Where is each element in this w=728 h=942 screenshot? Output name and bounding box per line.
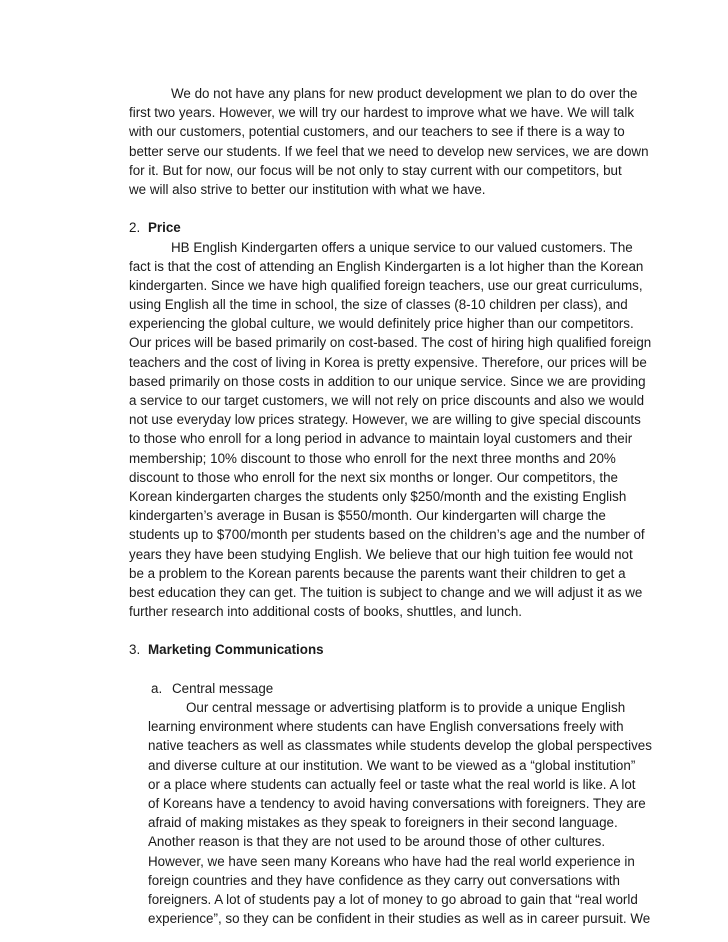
paragraph-line: Our central message or advertising platform is to provide a unique English <box>186 700 626 715</box>
paragraph-line: We do not have any plans for new product development we plan to do over the <box>171 86 638 101</box>
paragraph-line: better serve our students. If we feel that we need to develop new services, we are down <box>129 143 649 159</box>
paragraph-line: teachers and the cost of living in Korea is pretty expensive. Therefore, our prices will be <box>129 354 647 370</box>
section-heading-price <box>129 218 645 237</box>
subsection-heading-central-message <box>129 679 645 698</box>
paragraph-line: with our customers, potential customers, and our teachers to see if there is a way to <box>129 124 625 140</box>
paragraph-line: foreign countries and they have confidence as they carry out conversations with <box>148 872 620 888</box>
paragraph-line: Our prices will be based primarily on cost-based. The cost of hiring high qualified foreign <box>129 335 652 351</box>
paragraph-line: experiencing the global culture, we would definitely price higher than our competitors. <box>129 316 634 332</box>
spacer <box>129 199 645 218</box>
paragraph-line: based primarily on those costs in addition to our unique service. Since we are providing <box>129 373 646 389</box>
paragraph-line: foreigners. A lot of students pay a lot of money to go abroad to gain that “real world <box>148 891 638 907</box>
paragraph-line: fact is that the cost of attending an English Kindergarten is a lot higher than the Korean <box>129 258 644 274</box>
paragraph-line: experience”, so they can be confident in their studies as well as in career pursuit. We <box>148 911 651 927</box>
paragraph-line: However, we have seen many Koreans who have had the real world experience in <box>148 853 635 869</box>
paragraph-line: students up to $700/month per students based on the children’s age and the number of <box>129 527 645 543</box>
paragraph-line: Korean kindergarten charges the students only $250/month and the existing English <box>129 488 627 504</box>
paragraph-line: native teachers as well as classmates while students develop the global perspectives <box>148 738 652 754</box>
paragraph-line: or a place where students can actually feel or taste what the real world is like. A lot <box>148 776 636 792</box>
paragraph-line: not use everyday low prices strategy. However, we are willing to give special discounts <box>129 412 641 428</box>
document-page <box>129 84 652 928</box>
paragraph-line: of Koreans have a tendency to avoid having conversations with foreigners. They are <box>148 795 646 811</box>
subsection-title: Central message <box>172 680 274 696</box>
paragraph-line: be a problem to the Korean parents because the parents want their children to get a <box>129 565 626 581</box>
paragraph-line: kindergarten. Since we have high qualified foreign teachers, use our great curriculums, <box>129 277 643 293</box>
paragraph-line: a service to our target customers, we will not rely on price discounts and also we would <box>129 393 645 408</box>
paragraph-line: HB English Kindergarten offers a unique service to our valued customers. The <box>171 239 633 255</box>
paragraph-line: years they have been studying English. We believe that our high tuition fee would not <box>129 546 633 562</box>
subsection-number: a. <box>151 680 163 696</box>
paragraph-line: learning environment where students can have English conversations freely with <box>148 719 624 735</box>
spacer <box>129 621 645 640</box>
paragraph-line: Another reason is that they are not used to be around those of other cultures. <box>148 834 606 850</box>
paragraph-line: using English all the time in school, the size of classes (8-10 children per class), and <box>129 297 628 313</box>
section-title: Marketing Communications <box>148 642 324 658</box>
paragraph-line: for it. But for now, our focus will be not only to stay current with our competitors, but <box>129 162 622 178</box>
paragraph-line: membership; 10% discount to those who enroll for the next three months and 20% <box>129 450 616 466</box>
paragraph-line: we will also strive to better our institution with what we have. <box>129 181 486 197</box>
central-message-paragraph <box>129 698 652 928</box>
paragraph-line: kindergarten’s average in Busan is $550/month. Our kindergarten will charge the <box>129 508 606 524</box>
paragraph-line: afraid of making mistakes as they speak to foreigners in their second language. <box>148 815 618 831</box>
paragraph-line: best education they can get. The tuition is subject to change and we will adjust it as we <box>129 584 643 600</box>
spacer <box>129 660 645 679</box>
paragraph-line: first two years. However, we will try our hardest to improve what we have. We will talk <box>129 105 635 121</box>
section-number: 3. <box>129 642 141 658</box>
paragraph-line: and diverse culture at our institution. We want to be viewed as a “global institution” <box>148 757 636 773</box>
price-paragraph <box>129 238 652 622</box>
paragraph-line: to those who enroll for a long period in advance to maintain loyal customers and their <box>129 431 633 447</box>
paragraph-line: discount to those who enroll for the next six months or longer. Our competitors, the <box>129 469 619 485</box>
section-heading-marketing <box>129 640 645 659</box>
section-number: 2. <box>129 220 141 236</box>
intro-paragraph <box>129 84 649 199</box>
paragraph-line: further research into additional costs of books, shuttles, and lunch. <box>129 604 523 620</box>
section-title: Price <box>148 220 181 236</box>
